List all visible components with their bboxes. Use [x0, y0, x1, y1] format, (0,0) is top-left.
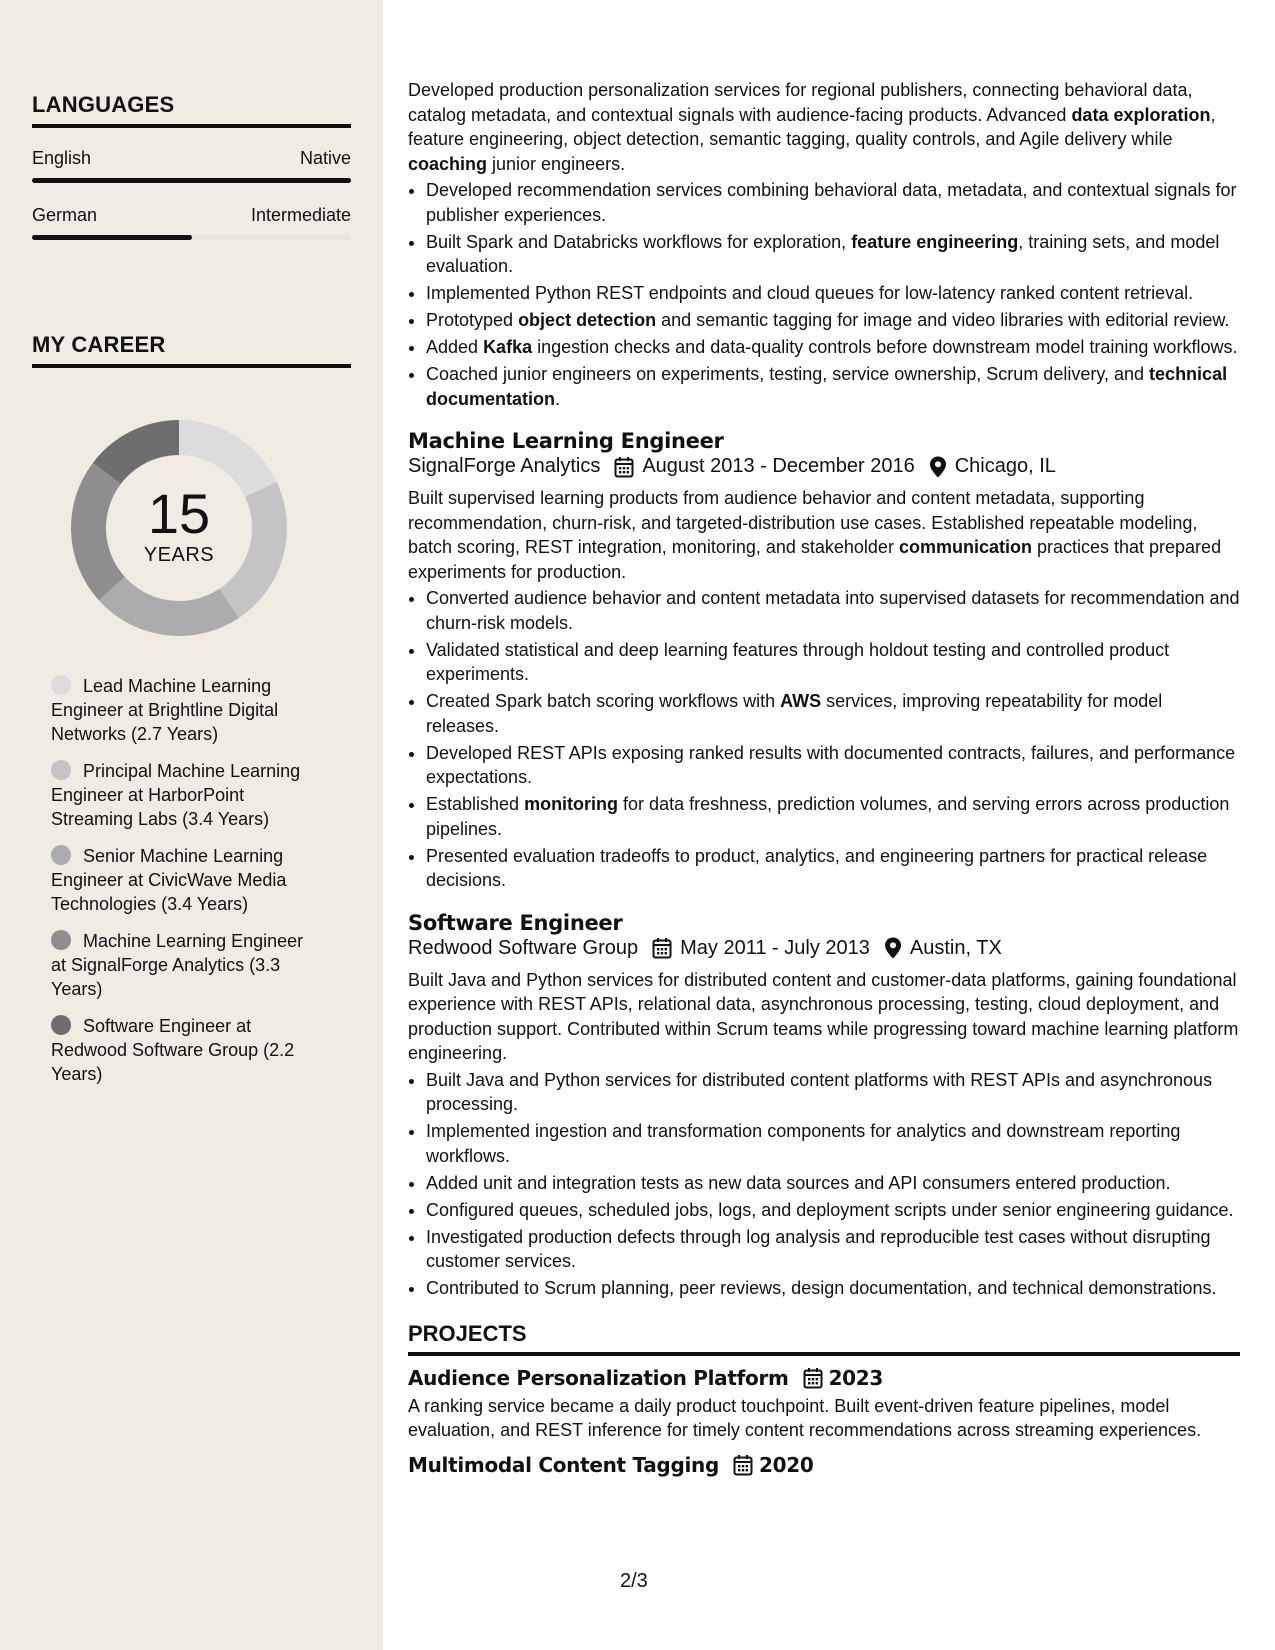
job-entry	[408, 911, 1240, 1301]
career-total	[66, 415, 292, 641]
calendar-icon	[652, 937, 672, 959]
bullet-item	[426, 741, 1240, 790]
languages-heading: LANGUAGES	[32, 92, 351, 128]
bullet-item	[426, 1068, 1240, 1117]
job-title: Machine Learning Engineer	[408, 429, 724, 453]
jobs-list	[408, 429, 1240, 1301]
legend-label: Principal Machine Learning Engineer at HarborPoint Streaming Labs (3.4 Years)	[51, 761, 301, 829]
bullet-item	[426, 689, 1240, 738]
bold-text: object detection	[518, 310, 657, 330]
bold-text: Kafka	[483, 337, 533, 357]
page-number: 2/3	[620, 1570, 648, 1592]
job-location: Austin, TX	[909, 936, 1002, 959]
text-segment: Built Java and Python services for distributed content platforms with REST APIs and asynchronous processing.	[426, 1069, 1213, 1114]
career-section	[32, 332, 351, 368]
legend-label: Lead Machine Learning Engineer at Brightline Digital Networks (2.7 Years)	[51, 676, 279, 744]
text-segment: Developed recommendation services combining behavioral data, metadata, and contextual signals for publisher experiences.	[426, 180, 1237, 225]
job-summary	[408, 486, 1240, 584]
language-proficiency-fill	[32, 178, 351, 183]
bullet-item	[426, 335, 1240, 360]
text-segment: Contributed to Scrum planning, peer reviews, design documentation, and technical demonstrations.	[426, 1278, 1217, 1298]
bold-text: feature engineering	[851, 231, 1019, 252]
bullet-item	[426, 792, 1240, 841]
text-segment: ingestion checks and data-quality controls before downstream model training workflows.	[532, 337, 1238, 357]
bold-text: data exploration	[1071, 104, 1211, 125]
map-pin-icon	[929, 456, 947, 478]
text-segment: Prototyped	[426, 310, 519, 330]
bold-text: coaching	[408, 153, 488, 174]
job-meta	[408, 937, 1240, 960]
bullet-item	[426, 178, 1240, 227]
languages-section	[32, 92, 351, 240]
projects-list	[408, 1366, 1240, 1477]
bullet-item	[426, 308, 1240, 333]
project-entry	[408, 1366, 1240, 1443]
text-segment: practices that prepared experiments for production.	[408, 537, 1222, 582]
job-company: Redwood Software Group	[408, 936, 639, 959]
career-total-value: 15	[147, 481, 211, 545]
bullet-item	[426, 1119, 1240, 1168]
map-pin-icon	[884, 937, 902, 959]
career-legend-item	[51, 674, 321, 746]
text-segment: Implemented Python REST endpoints and cloud queues for low-latency ranked content retrieval.	[426, 283, 1194, 303]
language-proficiency-fill	[32, 235, 192, 240]
job-bullets	[408, 586, 1240, 893]
job-meta	[408, 455, 1240, 478]
projects-heading: PROJECTS	[408, 1321, 1240, 1356]
bold-text: AWS	[780, 691, 822, 711]
bullet-item	[426, 1198, 1240, 1223]
legend-label: Software Engineer at Redwood Software Group (2.2 Years)	[51, 1016, 295, 1084]
job-location: Chicago, IL	[954, 455, 1056, 477]
main-content	[408, 78, 1240, 1481]
text-segment: Implemented ingestion and transformation components for analytics and downstream reporting workflows.	[426, 1121, 1181, 1166]
bullet-item	[426, 281, 1240, 306]
project-title: Multimodal Content Tagging	[408, 1452, 719, 1477]
bullet-item	[426, 638, 1240, 687]
calendar-icon	[614, 456, 634, 478]
text-segment: for data freshness, prediction volumes, and serving errors across production pipelines.	[426, 794, 1230, 839]
language-proficiency-bar	[32, 178, 351, 183]
text-segment: Converted audience behavior and content metadata into supervised datasets for recommendation and churn-risk models.	[426, 588, 1240, 633]
bold-text: communication	[898, 537, 1032, 557]
career-donut-chart	[66, 415, 292, 641]
legend-label: Senior Machine Learning Engineer at CivicWave Media Technologies (3.4 Years)	[51, 846, 287, 914]
bold-text: technical documentation	[426, 364, 1228, 409]
project-year: 2020	[758, 1452, 814, 1477]
language-level: Intermediate	[250, 205, 351, 225]
text-segment: Built Java and Python services for distributed content and customer-data platforms, gaining foundational experience with REST APIs, relational data, asynchronous processing, testing, cloud deployment, and production support. Contributed within Scrum teams while progressing toward machine learning platform engineering.	[408, 969, 1239, 1063]
career-legend	[51, 674, 321, 1099]
legend-color-dot	[51, 760, 71, 780]
bullet-item	[426, 230, 1240, 279]
bullet-item	[426, 362, 1240, 411]
text-segment: Developed production personalization services for regional publishers, connecting behavioral data, catalog metadata, and contextual signals with audience-facing products. Advanced	[408, 80, 1193, 125]
job-entry	[408, 429, 1240, 893]
text-segment: junior engineers.	[487, 153, 626, 174]
project-description: A ranking service became a daily product touchpoint. Built event-driven feature pipelines, model evaluation, and REST inference for timely content recommendations across streaming experiences.	[408, 1395, 1202, 1440]
language-name: German	[32, 205, 98, 225]
language-level: Native	[299, 148, 351, 168]
project-title-row	[408, 1453, 1240, 1477]
bullet-item	[426, 1171, 1240, 1196]
bullet-item	[426, 1225, 1240, 1274]
job-bullets	[408, 178, 1240, 411]
text-segment: Added unit and integration tests as new data sources and API consumers entered production.	[426, 1172, 1171, 1193]
job-dates: August 2013 - December 2016	[642, 455, 915, 477]
bullet-item	[426, 586, 1240, 635]
career-total-unit: YEARS	[143, 543, 215, 566]
language-proficiency-bar	[32, 235, 351, 240]
legend-color-dot	[51, 930, 71, 950]
text-segment: services, improving repeatability for model releases.	[426, 691, 1163, 736]
text-segment: Established	[426, 794, 525, 814]
language-item	[32, 205, 351, 240]
project-title-row	[408, 1366, 1240, 1390]
language-item	[32, 148, 351, 183]
career-heading: MY CAREER	[32, 332, 351, 368]
text-segment: Validated statistical and deep learning features through holdout testing and controlled product experiments.	[426, 639, 1170, 684]
legend-color-dot	[51, 1015, 71, 1035]
text-segment: Created Spark batch scoring workflows with	[426, 691, 781, 711]
career-legend-item	[51, 1014, 321, 1086]
bullet-item	[426, 844, 1240, 893]
job-company: SignalForge Analytics	[408, 455, 601, 477]
text-segment: Built Spark and Databricks workflows for exploration,	[426, 231, 852, 252]
text-segment: .	[555, 388, 561, 409]
career-legend-item	[51, 759, 321, 831]
calendar-icon	[733, 1454, 753, 1476]
job-dates: May 2011 - July 2013	[680, 936, 870, 959]
job-title: Software Engineer	[408, 910, 623, 935]
job-summary	[408, 968, 1240, 1066]
job-summary	[408, 78, 1240, 176]
career-legend-item	[51, 929, 321, 1001]
text-segment: , feature engineering, object detection, semantic tagging, quality controls, and Agile delivery while	[408, 104, 1216, 149]
text-segment: Built supervised learning products from audience behavior and content metadata, supporting recommendation, churn-risk, and targeted-distribution use cases. Established repeatable modeling, batch scoring, REST integration, monitoring, and stakeholder	[408, 488, 1198, 557]
text-segment: Developed REST APIs exposing ranked results with documented contracts, failures, and performance expectations.	[426, 742, 1236, 787]
legend-color-dot	[51, 845, 71, 865]
text-segment: Added	[426, 337, 484, 357]
text-segment: Coached junior engineers on experiments, testing, service ownership, Scrum delivery, and	[426, 364, 1150, 384]
text-segment: Configured queues, scheduled jobs, logs, and deployment scripts under senior engineering guidance.	[426, 1199, 1234, 1220]
text-segment: and semantic tagging for image and video libraries with editorial review.	[656, 310, 1230, 330]
legend-color-dot	[51, 675, 71, 695]
text-segment: Presented evaluation tradeoffs to product, analytics, and engineering partners for practical release decisions.	[426, 845, 1208, 890]
project-year: 2023	[828, 1365, 884, 1390]
language-name: English	[32, 148, 92, 168]
text-segment: , training sets, and model evaluation.	[426, 231, 1220, 276]
career-legend-item	[51, 844, 321, 916]
sidebar	[0, 0, 383, 1650]
calendar-icon	[803, 1367, 823, 1389]
project-entry	[408, 1453, 1240, 1477]
legend-label: Machine Learning Engineer at SignalForge Analytics (3.3 Years)	[51, 931, 304, 999]
bold-text: monitoring	[524, 794, 619, 814]
text-segment: Investigated production defects through log analysis and reproducible test cases without disrupting customer services.	[426, 1226, 1211, 1271]
project-title: Audience Personalization Platform	[408, 1365, 789, 1390]
job-bullets	[408, 1068, 1240, 1301]
bullet-item	[426, 1276, 1240, 1301]
